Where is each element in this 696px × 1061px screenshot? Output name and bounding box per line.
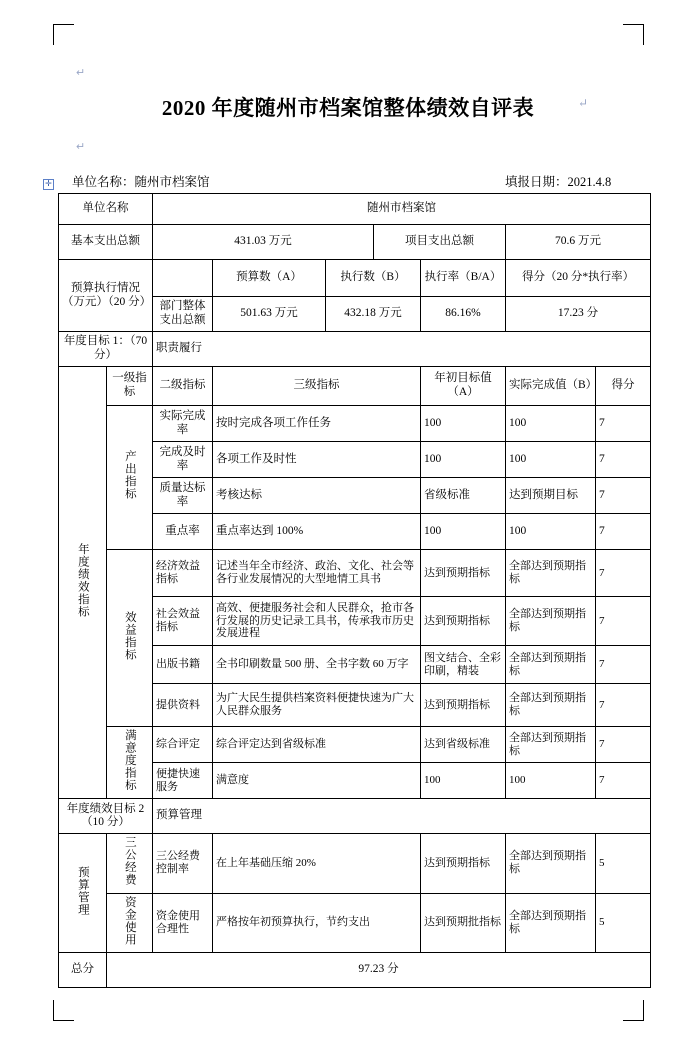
table-row xyxy=(59,194,651,225)
level2-cell: 完成及时率 xyxy=(153,442,213,478)
score-cell: 7 xyxy=(596,597,651,646)
crop-mark-top-left xyxy=(53,24,74,45)
page-title: 2020 年度随州市档案馆整体绩效自评表 xyxy=(161,96,535,120)
paragraph-mark: ↵ xyxy=(76,141,86,153)
budget-exec-exec-value: 432.18 万元 xyxy=(326,297,421,332)
total-value: 97.23 分 xyxy=(107,953,651,988)
level3-cell: 记述当年全市经济、政治、文化、社会等各行业发展情况的大型地情工具书 xyxy=(213,550,421,597)
level2-cell: 质量达标率 xyxy=(153,478,213,514)
performance-self-assessment-table xyxy=(58,193,651,988)
table-row xyxy=(59,834,651,894)
level2-cell: 社会效益指标 xyxy=(153,597,213,646)
actual-cell: 100 xyxy=(506,442,596,478)
budget-exec-blank-header xyxy=(153,260,213,297)
score-cell: 7 xyxy=(596,727,651,763)
budget-mgmt-group-name-three-public-text: 三公经费 xyxy=(123,836,136,887)
target-cell: 达到省级标准 xyxy=(421,727,506,763)
target-cell: 100 xyxy=(421,514,506,550)
title-paragraph-mark: ↵ xyxy=(578,96,589,110)
target-cell: 100 xyxy=(421,442,506,478)
target-cell: 100 xyxy=(421,763,506,799)
group-name-benefit-text: 效益指标 xyxy=(123,610,136,661)
table-row xyxy=(59,727,651,763)
table-row xyxy=(59,332,651,367)
score-cell: 7 xyxy=(596,478,651,514)
level2-cell: 重点率 xyxy=(153,514,213,550)
actual-header: 实际完成值（B） xyxy=(506,367,596,406)
actual-cell: 全部达到预期指标 xyxy=(506,834,596,894)
level3-cell: 为广大民生提供档案资料便捷快速为广大人民群众服务 xyxy=(213,684,421,727)
report-date-label: 填报日期：2021.4.8 xyxy=(505,175,612,189)
budget-exec-exec-header: 执行数（B） xyxy=(326,260,421,297)
target-cell: 达到预期指标 xyxy=(421,834,506,894)
level3-cell: 严格按年初预算执行，节约支出 xyxy=(213,893,421,953)
level2-header: 二级指标 xyxy=(153,367,213,406)
budget-exec-budget-header: 预算数（A） xyxy=(213,260,326,297)
crop-mark-bottom-right xyxy=(623,1000,644,1021)
actual-cell: 全部达到预期指标 xyxy=(506,684,596,727)
group-name-satisfaction-text: 满意度指标 xyxy=(123,729,136,792)
group-name-output-text: 产出指标 xyxy=(123,450,136,501)
unit-name-cell-label: 单位名称 xyxy=(59,194,153,225)
actual-cell: 全部达到预期指标 xyxy=(506,893,596,953)
level1-header: 一级指标 xyxy=(107,367,153,406)
target-header: 年初目标值（A） xyxy=(421,367,506,406)
budget-mgmt-group-name-fund-use xyxy=(107,893,153,953)
budget-mgmt-group-name-three-public xyxy=(107,834,153,894)
budget-mgmt-side-label-text: 预算管理 xyxy=(76,865,89,916)
score-cell: 7 xyxy=(596,442,651,478)
table-row xyxy=(59,799,651,834)
crop-mark-bottom-left xyxy=(53,1000,74,1021)
target-cell: 达到预期指标 xyxy=(421,550,506,597)
goal1-label: 年度目标 1：（70 分） xyxy=(59,332,153,367)
table-row xyxy=(59,893,651,953)
level3-cell: 高效、便捷服务社会和人民群众，抢市各行发展的历史记录工具书，传承我市历史发展进程 xyxy=(213,597,421,646)
level3-cell: 全书印刷数量 500 册、全书字数 60 万字 xyxy=(213,646,421,684)
score-cell: 7 xyxy=(596,763,651,799)
group-name-satisfaction xyxy=(107,727,153,799)
table-row xyxy=(59,406,651,442)
goal2-value: 预算管理 xyxy=(153,799,651,834)
score-cell: 7 xyxy=(596,684,651,727)
table-row xyxy=(59,367,651,406)
level3-cell: 按时完成各项工作任务 xyxy=(213,406,421,442)
level3-header: 三级指标 xyxy=(213,367,421,406)
target-cell: 达到预期指标 xyxy=(421,684,506,727)
actual-cell: 100 xyxy=(506,406,596,442)
level3-cell: 重点率达到 100% xyxy=(213,514,421,550)
level2-cell: 提供资料 xyxy=(153,684,213,727)
group-name-output xyxy=(107,406,153,550)
budget-exec-score-value: 17.23 分 xyxy=(506,297,651,332)
level3-cell: 各项工作及时性 xyxy=(213,442,421,478)
level3-cell: 综合评定达到省级标准 xyxy=(213,727,421,763)
score-cell: 7 xyxy=(596,514,651,550)
project-expenditure-value: 70.6 万元 xyxy=(506,225,651,260)
budget-exec-name: 部门整体支出总额 xyxy=(153,297,213,332)
level2-cell: 经济效益指标 xyxy=(153,550,213,597)
group-name-benefit xyxy=(107,550,153,727)
paragraph-mark: ↵ xyxy=(76,67,86,79)
table-row xyxy=(59,550,651,597)
actual-cell: 100 xyxy=(506,514,596,550)
table-row xyxy=(59,953,651,988)
goal2-label: 年度绩效目标 2（10 分） xyxy=(59,799,153,834)
level3-cell: 在上年基础压缩 20% xyxy=(213,834,421,894)
level2-cell: 资金使用合理性 xyxy=(153,893,213,953)
goal1-value: 职责履行 xyxy=(153,332,651,367)
perf-side-label-text: 年度绩效指标 xyxy=(76,542,89,618)
budget-exec-budget-value: 501.63 万元 xyxy=(213,297,326,332)
budget-exec-rate-value: 86.16% xyxy=(421,297,506,332)
target-cell: 100 xyxy=(421,406,506,442)
target-cell: 达到预期批指标 xyxy=(421,893,506,953)
level2-cell: 出版书籍 xyxy=(153,646,213,684)
basic-expenditure-value: 431.03 万元 xyxy=(153,225,374,260)
budget-exec-score-header: 得分（20 分*执行率） xyxy=(506,260,651,297)
level2-cell: 便捷快速服务 xyxy=(153,763,213,799)
budget-mgmt-side-label xyxy=(59,834,107,953)
score-header: 得分 xyxy=(596,367,651,406)
table-row xyxy=(59,260,651,297)
actual-cell: 全部达到预期指标 xyxy=(506,597,596,646)
budget-mgmt-group-name-fund-use-text: 资金使用 xyxy=(123,895,136,946)
actual-cell: 全部达到预期指标 xyxy=(506,727,596,763)
unit-name-label: 单位名称：随州市档案馆 xyxy=(72,175,210,189)
score-cell: 5 xyxy=(596,893,651,953)
basic-expenditure-label: 基本支出总额 xyxy=(59,225,153,260)
project-expenditure-label: 项目支出总额 xyxy=(374,225,506,260)
table-row xyxy=(59,225,651,260)
level2-cell: 三公经费控制率 xyxy=(153,834,213,894)
actual-cell: 全部达到预期指标 xyxy=(506,550,596,597)
level2-cell: 综合评定 xyxy=(153,727,213,763)
budget-exec-rate-header: 执行率（B/A） xyxy=(421,260,506,297)
score-cell: 5 xyxy=(596,834,651,894)
level3-cell: 满意度 xyxy=(213,763,421,799)
score-cell: 7 xyxy=(596,550,651,597)
actual-cell: 达到预期目标 xyxy=(506,478,596,514)
perf-side-label xyxy=(59,367,107,799)
target-cell: 达到预期指标 xyxy=(421,597,506,646)
crop-mark-top-right xyxy=(623,24,644,45)
level3-cell: 考核达标 xyxy=(213,478,421,514)
actual-cell: 全部达到预期指标 xyxy=(506,646,596,684)
level2-cell: 实际完成率 xyxy=(153,406,213,442)
unit-name-cell-value: 随州市档案馆 xyxy=(153,194,651,225)
target-cell: 图文结合、全彩印刷，精装 xyxy=(421,646,506,684)
budget-exec-row-label: 预算执行情况（万元）（20 分） xyxy=(59,260,153,332)
total-label: 总分 xyxy=(59,953,107,988)
target-cell: 省级标准 xyxy=(421,478,506,514)
actual-cell: 100 xyxy=(506,763,596,799)
score-cell: 7 xyxy=(596,406,651,442)
table-move-handle[interactable]: ✛ xyxy=(43,179,54,190)
score-cell: 7 xyxy=(596,646,651,684)
